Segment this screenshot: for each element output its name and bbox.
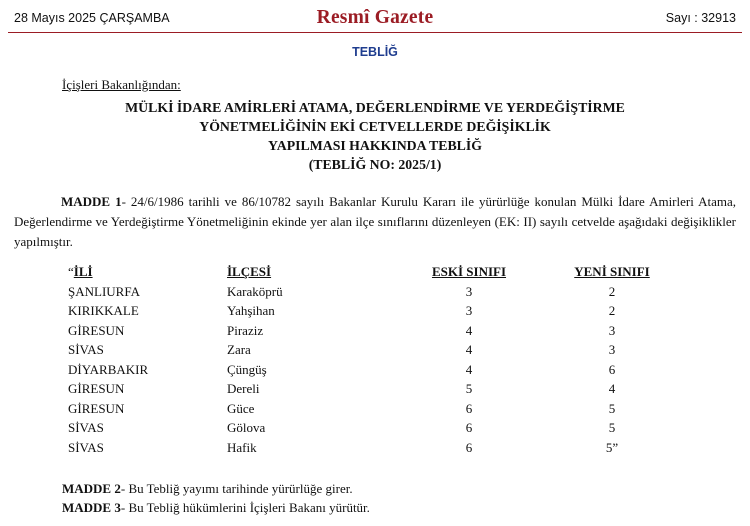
old-class-cell: 6 — [465, 400, 473, 416]
old-class-cell: 3 — [465, 283, 473, 299]
new-class-cell: 5 — [608, 420, 616, 435]
section-label: TEBLİĞ — [352, 45, 398, 59]
article-3 — [62, 500, 370, 516]
column-header-district: İLÇESİ — [227, 264, 272, 279]
gazette-header — [0, 0, 750, 34]
district-cell: Gölova — [227, 420, 266, 435]
issue-number: Sayı : 32913 — [665, 11, 736, 25]
old-class-cell: 4 — [465, 361, 473, 377]
district-cell: Çüngüş — [227, 361, 267, 377]
new-class-cell: 3 — [608, 342, 616, 357]
header-date: 28 Mayıs 2025 ÇARŞAMBA — [14, 11, 170, 25]
new-class-cell: 2 — [608, 303, 616, 318]
province-cell: GİRESUN — [68, 400, 125, 416]
old-class-cell: 4 — [465, 342, 473, 357]
issuing-ministry: İçişleri Bakanlığından: — [62, 77, 181, 92]
district-cell: Güce — [227, 400, 255, 416]
province-cell: DİYARBAKIR — [68, 361, 149, 377]
old-class-cell: 5 — [465, 381, 473, 396]
old-class-cell: 6 — [465, 420, 473, 435]
province-cell: SİVAS — [68, 342, 104, 357]
district-cell: Dereli — [227, 381, 260, 396]
new-class-cell: 3 — [608, 322, 616, 338]
article-1-label: MADDE 1 — [61, 194, 122, 209]
article-1-text: - 24/6/1986 tarihli ve 86/10782 sayılı Bakanlar Kurulu Kararı ile yürürlüğe konulan Mülki İdare Amirleri Atama, Değerlendirme ve Yerdeğiştirme Yönetmeliğinin ekinde yer alan ilçe sınıflarını düzenleyen (EK: II) sayılı cetvelde aşağıdaki değişiklikler yapılmıştır. — [14, 194, 736, 249]
new-class-cell: 5” — [605, 439, 619, 455]
new-class-cell: 6 — [608, 361, 616, 377]
district-cell: Hafik — [227, 439, 257, 455]
new-class-cell: 5 — [608, 400, 616, 416]
province-cell: KIRIKKALE — [68, 303, 139, 318]
opening-quote: “ — [68, 264, 74, 279]
article-3-label: MADDE 3 — [62, 500, 121, 515]
district-cell: Zara — [227, 342, 251, 357]
old-class-cell: 6 — [465, 439, 473, 455]
article-3-text: - Bu Tebliğ hükümlerini İçişleri Bakanı yürütür. — [120, 500, 370, 515]
article-1 — [14, 192, 736, 252]
column-header-province: İLİ — [73, 264, 93, 279]
header-divider — [8, 32, 742, 33]
new-class-cell: 4 — [608, 381, 616, 396]
document-title — [0, 98, 750, 174]
province-cell: GİRESUN — [68, 381, 125, 396]
title-line: YÖNETMELİĞİNİN EKİ CETVELLERDE DEĞİŞİKLİK — [199, 119, 551, 134]
title-line: YAPILMASI HAKKINDA TEBLİĞ — [268, 138, 482, 153]
article-2 — [62, 481, 353, 497]
province-cell: ŞANLIURFA — [68, 283, 140, 299]
column-header-old-class: ESKİ SINIFI — [431, 264, 507, 279]
district-cell: Yahşihan — [227, 303, 275, 318]
old-class-cell: 4 — [465, 322, 473, 338]
article-2-text: - Bu Tebliğ yayımı tarihinde yürürlüğe girer. — [120, 481, 353, 496]
column-header-new-class: YENİ SINIFI — [574, 264, 650, 279]
title-line: MÜLKİ İDARE AMİRLERİ ATAMA, DEĞERLENDİRME VE YERDEĞİŞTİRME — [125, 100, 625, 115]
province-cell: SİVAS — [68, 439, 104, 455]
new-class-cell: 2 — [608, 283, 616, 299]
gazette-title: Resmî Gazete — [316, 7, 434, 28]
province-cell: SİVAS — [68, 420, 104, 435]
district-cell: Karaköprü — [227, 283, 283, 299]
article-2-label: MADDE 2 — [62, 481, 121, 496]
province-cell: GİRESUN — [68, 322, 125, 338]
old-class-cell: 3 — [465, 303, 473, 318]
title-line: (TEBLİĞ NO: 2025/1) — [308, 157, 442, 172]
district-cell: Piraziz — [227, 322, 264, 338]
